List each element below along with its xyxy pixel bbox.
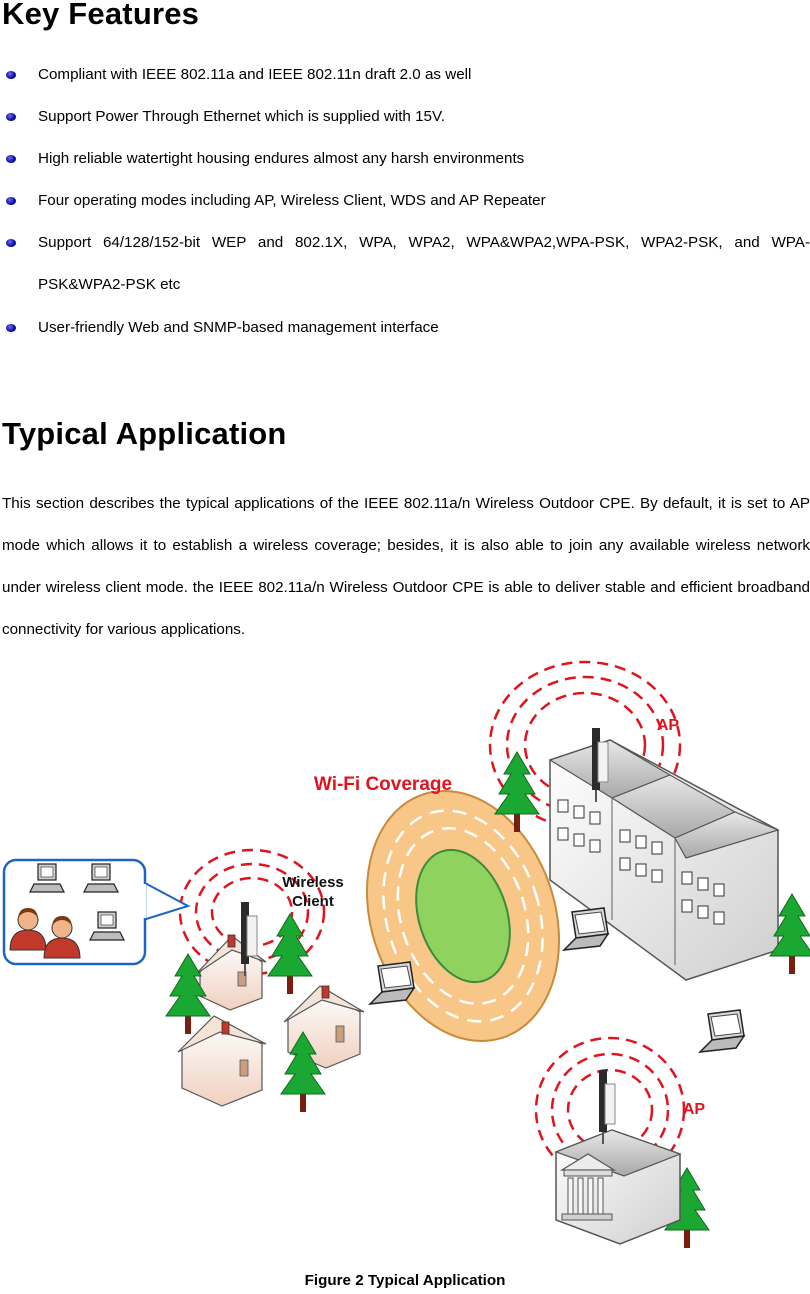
house-lower <box>178 1016 266 1106</box>
laptop-icon <box>564 908 608 950</box>
feature-text: Four operating modes including AP, Wireless Client, WDS and AP Repeater <box>38 192 546 209</box>
laptop-icon <box>370 962 414 1004</box>
figure-caption: Figure 2 Typical Application <box>304 1272 506 1289</box>
feature-text: High reliable watertight housing endures almost any harsh environments <box>38 150 525 167</box>
feature-text: Support Power Through Ethernet which is supplied with 15V. <box>38 108 445 125</box>
bullet-icon <box>6 113 16 121</box>
wifi-coverage-label: Wi-Fi Coverage <box>313 774 453 795</box>
bank-building <box>556 1130 680 1244</box>
key-features-heading: Key Features <box>2 0 200 31</box>
typical-application-figure <box>0 650 810 1260</box>
bullet-icon <box>6 155 16 163</box>
wireless-label: Wireless <box>282 874 344 891</box>
laptop-icon <box>700 1010 744 1052</box>
client-label: Client <box>292 893 334 910</box>
feature-text: User-friendly Web and SNMP-based management interface <box>38 319 439 336</box>
ap-top-label: AP <box>656 717 680 734</box>
bullet-icon <box>6 197 16 205</box>
feature-text: Compliant with IEEE 802.11a and IEEE 802.11n draft 2.0 as well <box>38 66 472 83</box>
application-paragraph: This section describes the typical applications of the IEEE 802.11a/n Wireless Outdoor CPE. By default, it is set to AP mode which allows it to establish a wireless coverage; besides, it is also able to join any available wireless network under wireless client mode. the IEEE 802.11a/n Wireless Outdoor CPE is able to deliver stable and efficient broadband connectivity for various applications. <box>2 495 810 638</box>
users-callout <box>4 860 188 964</box>
typical-application-heading: Typical Application <box>2 416 287 451</box>
tree-icon <box>268 914 312 994</box>
network-illustration <box>0 650 810 1260</box>
feature-text: Support 64/128/152-bit WEP and 802.1X, WPA, WPA2, WPA&WPA2,WPA-PSK, WPA2-PSK, and WPA-PSK&WPA2-PSK etc <box>38 234 810 293</box>
bullet-icon <box>6 324 16 332</box>
bullet-icon <box>6 239 16 247</box>
bullet-icon <box>6 71 16 79</box>
ap-bottom-label: AP <box>682 1101 706 1118</box>
